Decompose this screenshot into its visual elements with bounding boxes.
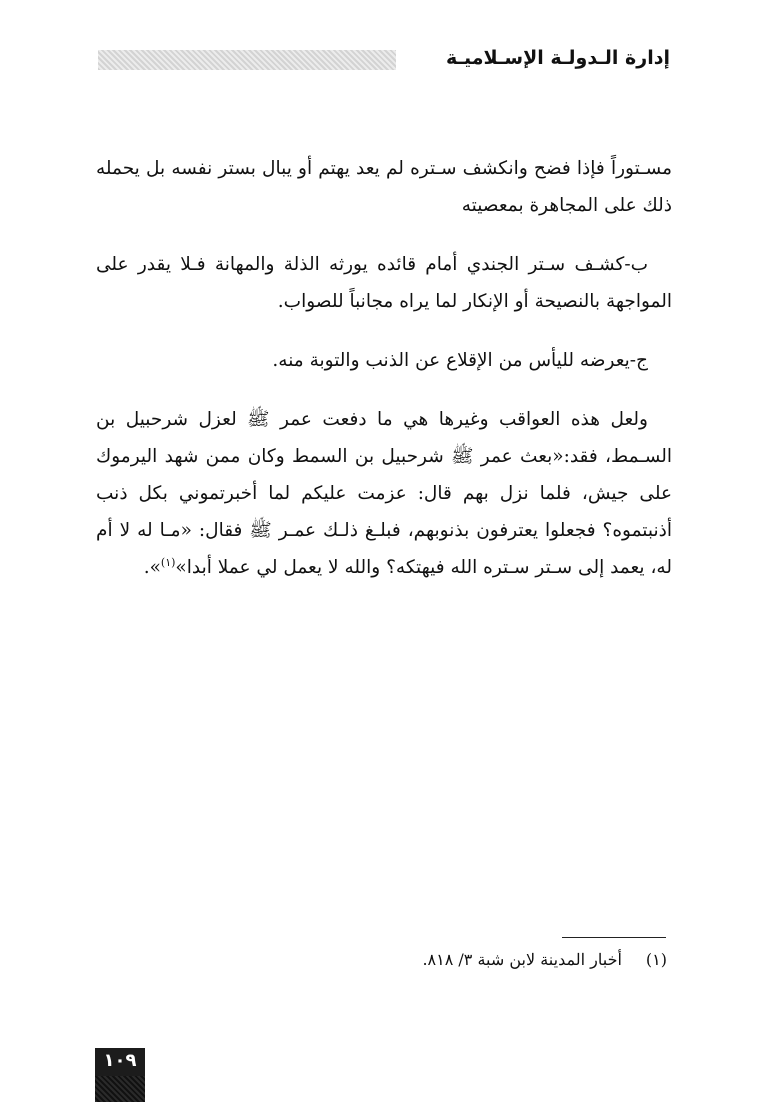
paragraph-4 (96, 401, 672, 586)
running-header (98, 44, 670, 76)
paragraph-1: مسـتوراً فإذا فضح وانكشف سـتره لم يعد يهتم أو يبال بستر نفسه بل يحمله ذلك على المجاهرة بمعصيته (96, 158, 672, 216)
paragraph-4-closing: ». (143, 557, 161, 578)
page-number: ١٠٩ (103, 1050, 137, 1071)
header-decorative-bar (98, 50, 396, 70)
body-text (96, 150, 672, 586)
footnote-divider (562, 937, 666, 938)
footnote-reference: (١) (160, 555, 176, 569)
paragraph-3: ج-يعرضه لليأس من الإقلاع عن الذنب والتوبة منه. (272, 350, 648, 371)
page-number-box-texture (95, 1076, 145, 1102)
paragraph-4-text: ولعل هذه العواقب وغيرها هي ما دفعت عمر ﷺ لعزل شرحبيل بن السـمط، فقد:«بعث عمر ﷺ شرحبيل بن السمط وكان ممن شهد اليرموك على جيش، فلما نزل بهم قال: عزمت عليكم لما أخبرتموني بكل ذنب أذنبتموه؟ فجعلوا يعترفون بذنوبهم، فبلـغ ذلـك عمـر ﷺ فقال: «مـا له لا أم له، يعمد إلى سـتر سـتره الله فيهتكه؟ والله لا يعمل لي عملا أبدا» (96, 409, 672, 578)
footnote-text: أخبار المدينة لابن شبة ٣/ ٨١٨. (422, 950, 622, 969)
header-title: إدارة الـدولـة الإسـلاميـة (445, 47, 670, 69)
paragraph-2: ب-كشـف سـتر الجندي أمام قائده يورثه الذلة والمهانة فـلا يقدر على المواجهة بالنصيحة أو الإنكار لما يراه مجانباً للصواب. (96, 254, 672, 312)
footnote-marker: (١) (645, 950, 667, 969)
page-number-box (95, 1048, 145, 1102)
footnote (422, 948, 667, 972)
